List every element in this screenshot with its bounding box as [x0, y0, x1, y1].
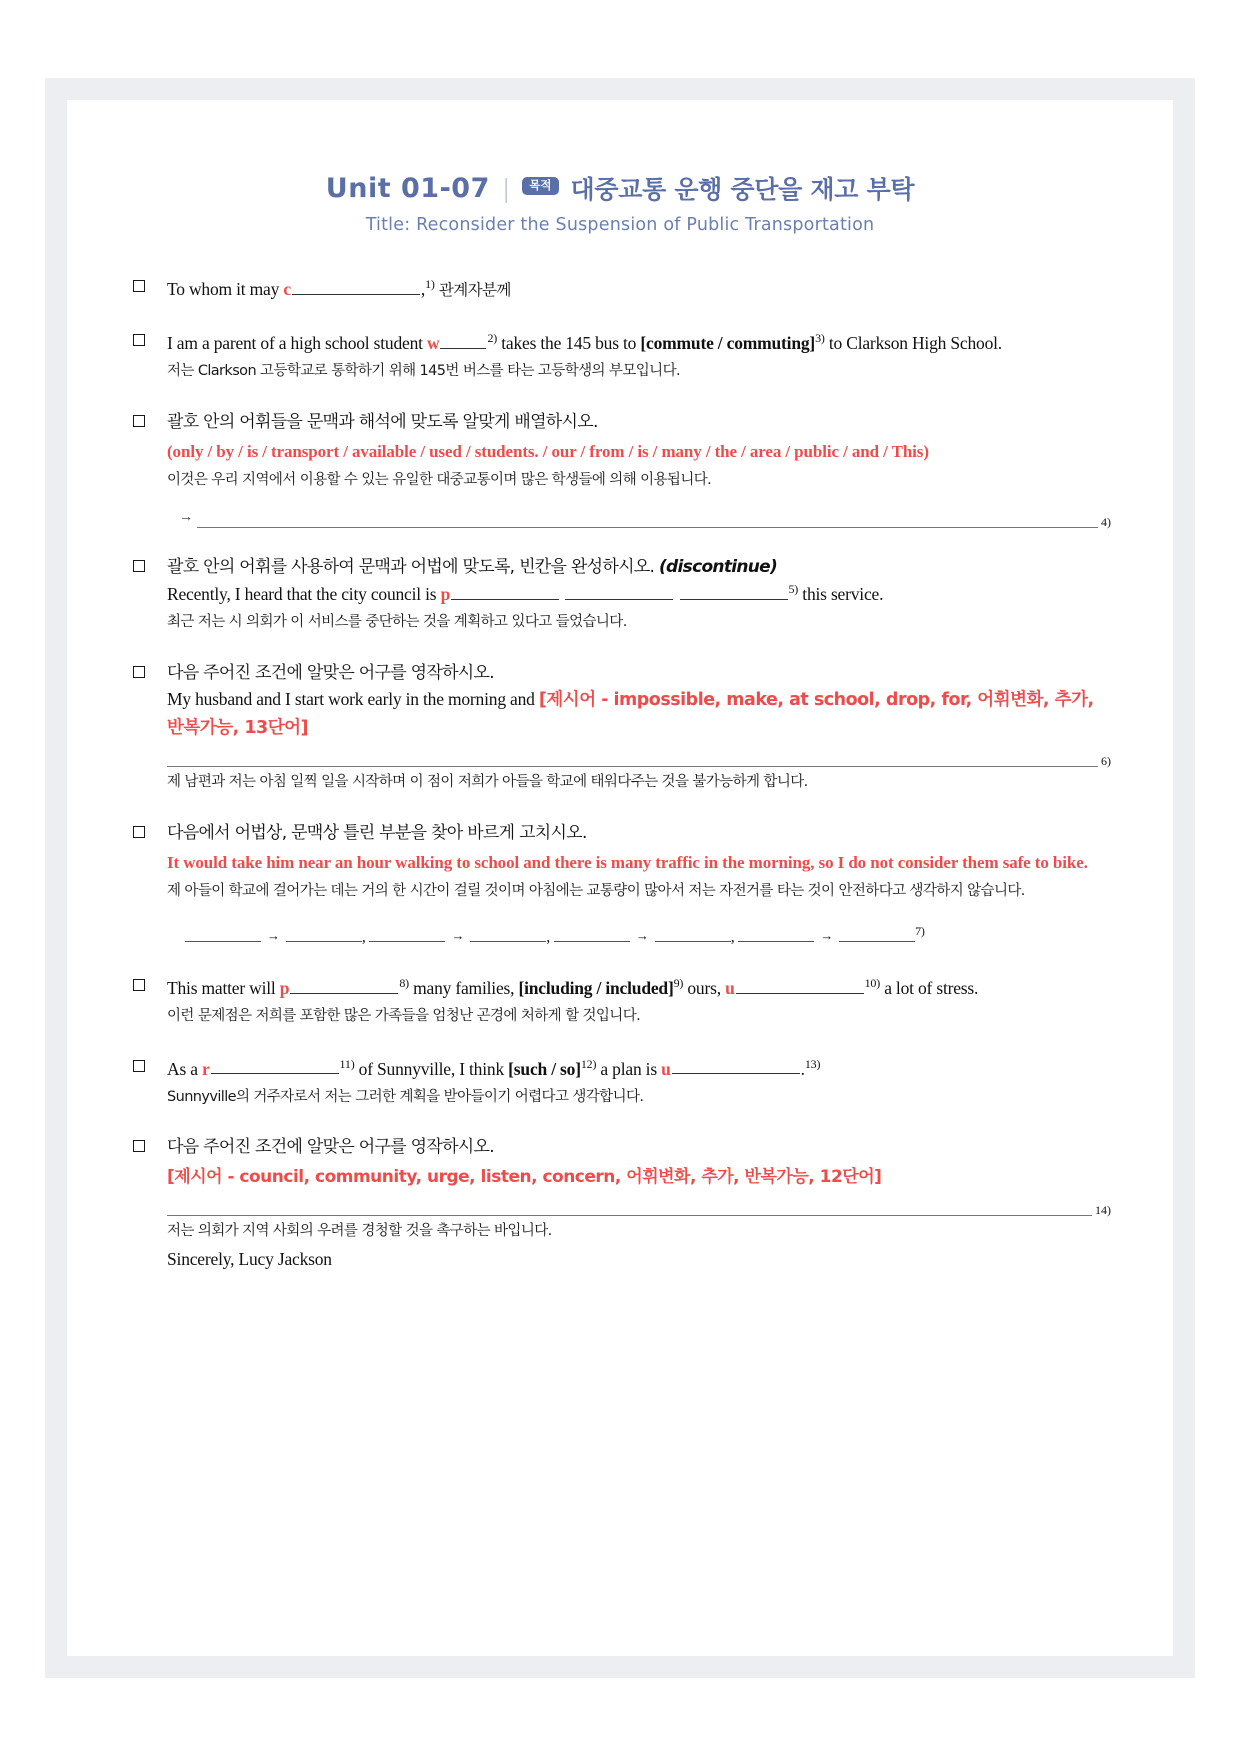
q3-answer-note: 4) [1101, 514, 1111, 529]
q6-correction-row[interactable] [167, 924, 1111, 946]
q6-blank-8[interactable] [839, 927, 915, 941]
q7-mid: many families, [408, 977, 519, 998]
q4-blank-2[interactable] [565, 583, 673, 600]
q7-note9: 9) [673, 975, 684, 990]
q4-instruction-line [167, 555, 1111, 581]
q7-post: a lot of stress. [880, 977, 979, 998]
arrow-icon: → [267, 927, 280, 943]
q7-blank-letter-1: p [279, 977, 290, 998]
page-frame [45, 78, 1195, 1678]
q4-sentence [167, 580, 1111, 607]
q7-line [167, 974, 1111, 1001]
q7-choice[interactable]: [including / included] [518, 977, 674, 998]
q8-translation: Sunnyville의 거주자로서 저는 그러한 계획을 받아들이기 어렵다고 생각합니다. [167, 1088, 644, 1105]
q3-scramble: (only / by / is / transport / available / used / students. / our / from / is / many / the / area / public / and / This) [167, 442, 929, 462]
q2-pre: I am a parent of a high school student [167, 332, 427, 353]
checkbox-icon[interactable] [133, 334, 145, 346]
q4-note: 5) [788, 582, 799, 597]
q5-hint: [제시어 - impossible, make, at school, drop, for, 어휘변화, 추가, 반복가능, 13단어] [167, 690, 1094, 738]
q6-comma-1: , [361, 928, 366, 946]
q8-pre: As a [167, 1058, 202, 1079]
question-item-2 [129, 329, 1111, 383]
question-item-8 [129, 1055, 1111, 1109]
question-item-3 [129, 410, 1111, 528]
q1-line [167, 275, 1111, 302]
q6-translation: 제 아들이 학교에 걸어가는 데는 거의 한 시간이 걸릴 것이며 아침에는 교통량이 많아서 저는 자전거를 타는 것이 안전하다고 생각하지 않습니다. [167, 882, 1025, 899]
q4-blank-3[interactable] [680, 583, 788, 600]
checkbox-icon[interactable] [133, 1140, 145, 1152]
question-item-6 [129, 821, 1111, 947]
q8-blank-letter-1: r [201, 1058, 210, 1079]
q8-mid: of Sunnyville, I think [354, 1058, 509, 1079]
q3-answer-row[interactable] [167, 509, 1111, 529]
page-subtitle: Title: Reconsider the Suspension of Public Transportation [365, 215, 875, 235]
q3-instruction: 괄호 안의 어휘들을 문맥과 해석에 맞도록 알맞게 배열하시오. [167, 411, 598, 432]
checkbox-icon[interactable] [133, 415, 145, 427]
q7-mid2: ours, [683, 977, 726, 998]
q8-mid2: a plan is [596, 1058, 662, 1079]
q2-post: to Clarkson High School. [824, 332, 1002, 353]
q4-pre: Recently, I heard that the city council is [167, 583, 441, 604]
q5-pre: My husband and I start work early in the morning and [167, 689, 539, 710]
question-item-1 [129, 275, 1111, 302]
worksheet-page [67, 100, 1173, 1656]
q4-instruction: 괄호 안의 어휘를 사용하여 문맥과 어법에 맞도록, 빈칸을 완성하시오. [167, 556, 655, 577]
q7-blank-1[interactable] [290, 977, 398, 994]
q2-mid: takes the 145 bus to [497, 332, 641, 353]
q8-blank-letter-2: u [661, 1058, 671, 1079]
q6-answer-note: 7) [915, 924, 925, 939]
q4-translation: 최근 저는 시 의회가 이 서비스를 중단하는 것을 계획하고 있다고 들었습니다. [167, 614, 627, 631]
q6-comma-2: , [546, 928, 551, 946]
checkbox-icon[interactable] [133, 560, 145, 572]
q2-note2: 2) [487, 331, 498, 346]
q6-comma-3: , [730, 928, 735, 946]
q9-answer-note: 14) [1095, 1203, 1111, 1218]
arrow-icon: → [820, 927, 834, 943]
q6-instruction: 다음에서 어법상, 문맥상 틀린 부분을 찾아 바르게 고치시오. [167, 822, 587, 843]
q5-answer-line[interactable] [167, 766, 1098, 767]
signature-line: Sincerely, Lucy Jackson [167, 1249, 332, 1270]
q5-answer-row[interactable] [167, 755, 1111, 767]
q9-answer-line[interactable] [167, 1215, 1092, 1216]
q5-sentence [167, 686, 1111, 741]
q2-translation: 저는 Clarkson 고등학교로 통학하기 위해 145번 버스를 타는 고등학생의 부모입니다. [167, 363, 680, 380]
arrow-icon: → [451, 927, 465, 943]
q6-blank-5[interactable] [554, 927, 630, 941]
q8-post: . [800, 1058, 805, 1079]
q6-passage: It would take him near an hour walking to school and there is many traffic in the morning, so I do not consider them safe to bike. [167, 853, 1088, 873]
title-separator: | [501, 173, 511, 203]
q9-answer-row[interactable] [167, 1204, 1111, 1216]
q3-answer-line[interactable] [197, 527, 1098, 528]
page-title: 대중교통 운행 중단을 재고 부탁 [570, 175, 915, 204]
title-row [129, 170, 1111, 206]
q8-note12: 12) [580, 1056, 597, 1071]
q4-blank-1[interactable] [451, 583, 559, 600]
q3-translation: 이것은 우리 지역에서 이용할 수 있는 유일한 대중교통이며 많은 학생들에 의해 이용됩니다. [167, 471, 712, 488]
arrow-icon: → [179, 509, 193, 525]
q1-blank[interactable] [292, 278, 420, 295]
q1-pre: To whom it may [167, 278, 284, 299]
q6-blank-7[interactable] [738, 927, 814, 941]
q7-blank-2[interactable] [736, 977, 864, 994]
q9-instruction: 다음 주어진 조건에 알맞은 어구를 영작하시오. [167, 1137, 494, 1158]
q7-blank-letter-2: u [725, 977, 735, 998]
q1-after: , [420, 278, 426, 299]
q2-note3: 3) [815, 331, 825, 346]
question-item-5 [129, 661, 1111, 794]
q7-pre: This matter will [167, 977, 280, 998]
checkbox-icon[interactable] [133, 826, 145, 838]
q7-note10: 10) [864, 975, 881, 990]
q1-ko-tail: 관계자분께 [438, 280, 511, 299]
q2-line [167, 329, 1111, 356]
q8-blank-1[interactable] [211, 1058, 339, 1075]
q6-blank-1[interactable] [185, 927, 261, 941]
q5-answer-note: 6) [1101, 753, 1111, 768]
checkbox-icon[interactable] [133, 280, 145, 292]
question-item-4 [129, 555, 1111, 634]
q8-note13: 13) [804, 1056, 821, 1071]
checkbox-icon[interactable] [133, 666, 145, 678]
q8-line [167, 1055, 1111, 1082]
q1-blank-letter: c [283, 278, 291, 299]
purpose-badge: 목적 [522, 177, 558, 196]
q6-blank-4[interactable] [470, 927, 546, 941]
arrow-icon: → [635, 927, 649, 943]
question-item-9 [129, 1135, 1111, 1270]
checkbox-icon[interactable] [133, 1060, 145, 1072]
q7-translation: 이런 문제점은 저희를 포함한 많은 가족들을 엄청난 곤경에 처하게 할 것입니다. [167, 1007, 641, 1024]
q5-translation: 제 남편과 저는 아침 일찍 일을 시작하며 이 점이 저희가 아들을 학교에 태워다주는 것을 불가능하게 합니다. [167, 773, 808, 790]
checkbox-icon[interactable] [133, 979, 145, 991]
worksheet-header [129, 170, 1111, 235]
q8-blank-2[interactable] [672, 1058, 800, 1075]
q7-note8: 8) [399, 975, 409, 990]
q4-blank-letter: p [440, 583, 451, 604]
q2-blank-letter: w [426, 332, 440, 353]
q1-note: 1) [425, 277, 435, 291]
q2-choice[interactable]: [commute / commuting] [640, 332, 816, 353]
q2-blank[interactable] [440, 332, 486, 349]
q6-blank-6[interactable] [655, 927, 731, 941]
unit-label: Unit 01-07 [325, 172, 490, 204]
q8-choice[interactable]: [such / so] [508, 1058, 581, 1079]
q6-blank-3[interactable] [369, 927, 445, 941]
q9-hint: [제시어 - council, community, urge, listen, concern, 어휘변화, 추가, 반복가능, 12단어] [167, 1166, 882, 1187]
q4-word-hint: (discontinue) [658, 556, 778, 577]
q4-post: this service. [798, 583, 884, 604]
q9-translation: 저는 의회가 지역 사회의 우려를 경청할 것을 촉구하는 바입니다. [167, 1223, 552, 1240]
q8-note11: 11) [339, 1056, 355, 1071]
question-item-7 [129, 974, 1111, 1028]
q6-blank-2[interactable] [286, 927, 362, 941]
q5-instruction: 다음 주어진 조건에 알맞은 어구를 영작하시오. [167, 662, 494, 683]
